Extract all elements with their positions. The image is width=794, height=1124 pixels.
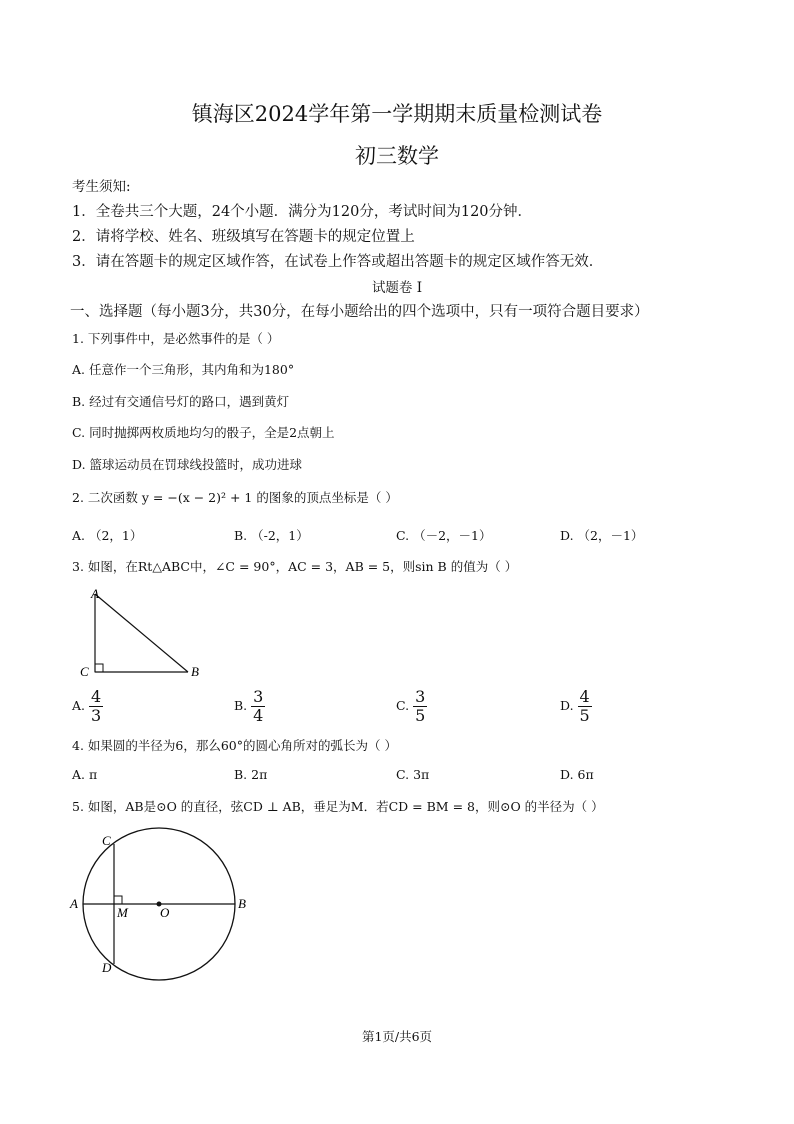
q2-stem: 2. 二次函数 y = −(x − 2)² + 1 的图象的顶点坐标是（ ）	[72, 490, 398, 505]
q1-option-b: B. 经过有交通信号灯的路口，遇到黄灯	[72, 394, 290, 409]
label-a: A	[70, 896, 78, 911]
side-ab	[95, 594, 188, 672]
q2-option-d: D. （2，－1）	[560, 528, 644, 543]
q4-option-d: D. 6π	[560, 767, 594, 782]
exam-title: 镇海区2024学年第一学期期末质量检测试卷	[191, 102, 603, 126]
q4-option-b: B. 2π	[234, 767, 268, 782]
notice-heading: 考生须知:	[72, 179, 131, 195]
label-c: C	[80, 664, 89, 679]
q3-option-b: B. $\frac{3}{4}$	[234, 687, 264, 725]
q1-stem: 1. 下列事件中，是必然事件的是（ ）	[72, 331, 280, 346]
q2-option-b: B. （-2，1）	[234, 528, 309, 543]
label-c: C	[102, 833, 111, 848]
notice-item-3: 3．请在答题卡的规定区域作答，在试卷上作答或超出答题卡的规定区域作答无效．	[72, 254, 604, 270]
right-angle-mark	[114, 896, 122, 904]
notice-item-1: 1．全卷共三个大题，24个小题．满分为120分，考试时间为120分钟．	[72, 204, 533, 220]
q1-option-c: C. 同时抛掷两枚质地均匀的骰子，全是2点朝上	[72, 425, 335, 440]
q2-option-c: C. （－2，－1）	[396, 528, 492, 543]
q5-stem: 5. 如图，AB是⊙O 的直径，弦CD ⊥ AB，垂足为M．若CD = BM = 8，则⊙O 的半径为（ ）	[72, 799, 604, 814]
q1-option-d: D. 篮球运动员在罚球线投篮时，成功进球	[72, 457, 303, 472]
q4-stem: 4. 如果圆的半径为6，那么60°的圆心角所对的弧长为（ ）	[72, 738, 397, 753]
label-d: D	[102, 960, 112, 975]
label-m: M	[117, 905, 128, 920]
right-angle-mark	[95, 664, 103, 672]
q4-option-c: C. 3π	[396, 767, 430, 782]
section-heading: 一、选择题（每小题3分，共30分，在每小题给出的四个选项中，只有一项符合题目要求）	[70, 304, 649, 320]
q3-triangle-figure	[78, 584, 208, 684]
q3-option-d: D. $\frac{4}{5}$	[560, 687, 590, 725]
label-a: A	[91, 586, 99, 601]
q1-option-a: A. 任意作一个三角形，其内角和为180°	[72, 362, 295, 377]
label-b: B	[191, 664, 199, 679]
q5-circle-figure	[68, 826, 268, 986]
label-o: O	[160, 905, 170, 920]
label-b: B	[238, 896, 246, 911]
exam-subtitle: 初三数学	[355, 144, 439, 168]
paper-label: 试题卷 I	[371, 280, 423, 296]
q3-stem: 3. 如图，在Rt△ABC中，∠C = 90°，AC = 3，AB = 5，则sin B 的值为（ ）	[72, 559, 518, 574]
q3-option-a: A. $\frac{4}{3}$	[72, 687, 102, 725]
q2-option-a: A. （2，1）	[72, 528, 143, 543]
q3-option-c: C. $\frac{3}{5}$	[396, 687, 426, 725]
page-footer: 第1页/共6页	[361, 1029, 433, 1044]
notice-item-2: 2．请将学校、姓名、班级填写在答题卡的规定位置上	[72, 229, 415, 245]
q4-option-a: A. π	[72, 767, 98, 782]
